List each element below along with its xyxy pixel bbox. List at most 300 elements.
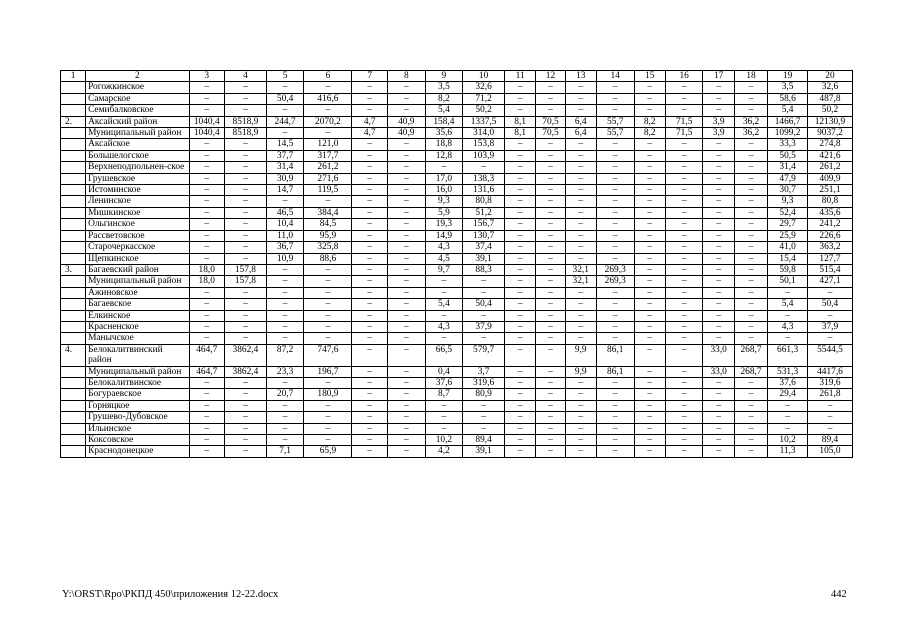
value-cell: – <box>352 377 388 388</box>
municipality-name: Ажиновское <box>86 287 189 298</box>
row-number <box>61 446 86 457</box>
value-cell: 80,8 <box>807 196 852 207</box>
value-cell: 747,6 <box>304 344 352 366</box>
value-cell: – <box>596 185 634 196</box>
value-cell: – <box>504 321 535 332</box>
value-cell: – <box>565 299 596 310</box>
value-cell: – <box>189 299 225 310</box>
value-cell: 5,4 <box>768 299 808 310</box>
value-cell: – <box>536 173 565 184</box>
row-number <box>61 276 86 287</box>
value-cell: 2070,2 <box>304 116 352 127</box>
value-cell: – <box>504 105 535 116</box>
value-cell: – <box>565 435 596 446</box>
municipality-name: Краснодонецкое <box>86 446 189 457</box>
value-cell: 427,1 <box>807 276 852 287</box>
value-cell: – <box>387 276 425 287</box>
value-cell: – <box>634 321 665 332</box>
table-row <box>61 105 853 116</box>
value-cell: – <box>225 400 267 411</box>
value-cell: – <box>634 333 665 344</box>
value-cell: – <box>504 299 535 310</box>
value-cell: – <box>304 377 352 388</box>
value-cell: – <box>352 93 388 104</box>
value-cell: – <box>504 366 535 377</box>
table-header-row <box>61 71 853 82</box>
value-cell: 15,4 <box>768 253 808 264</box>
value-cell: – <box>665 173 703 184</box>
value-cell: 3862,4 <box>225 344 267 366</box>
value-cell: – <box>189 423 225 434</box>
value-cell: – <box>634 276 665 287</box>
value-cell: – <box>504 412 535 423</box>
value-cell: – <box>504 389 535 400</box>
value-cell: – <box>565 333 596 344</box>
footer-file-path: Y:\ORST\Rpo\РКПД 450\приложения 12-22.docx <box>62 589 279 600</box>
value-cell: – <box>807 412 852 423</box>
table-row <box>61 377 853 388</box>
value-cell: – <box>352 207 388 218</box>
value-cell: – <box>703 185 734 196</box>
value-cell: – <box>425 287 463 298</box>
column-number-header: 19 <box>768 71 808 82</box>
value-cell: 4,3 <box>768 321 808 332</box>
value-cell: 319,6 <box>463 377 505 388</box>
value-cell: 409,9 <box>807 173 852 184</box>
value-cell: – <box>504 310 535 321</box>
value-cell: – <box>266 299 304 310</box>
value-cell: – <box>665 344 703 366</box>
column-number-header: 13 <box>565 71 596 82</box>
row-number <box>61 366 86 377</box>
value-cell: – <box>536 333 565 344</box>
value-cell: 30,7 <box>768 185 808 196</box>
value-cell: – <box>504 185 535 196</box>
value-cell: – <box>463 423 505 434</box>
value-cell: – <box>304 82 352 93</box>
value-cell: 10,2 <box>425 435 463 446</box>
value-cell: 9,9 <box>565 366 596 377</box>
value-cell: – <box>425 310 463 321</box>
value-cell: – <box>634 344 665 366</box>
municipality-name: Грушево-Дубовское <box>86 412 189 423</box>
value-cell: 37,9 <box>807 321 852 332</box>
value-cell: – <box>807 400 852 411</box>
value-cell: 416,6 <box>304 93 352 104</box>
value-cell: 58,6 <box>768 93 808 104</box>
value-cell: – <box>387 400 425 411</box>
value-cell: 268,7 <box>734 344 767 366</box>
value-cell: – <box>266 82 304 93</box>
value-cell: 9,3 <box>425 196 463 207</box>
table-row <box>61 173 853 184</box>
municipality-name: Истоминское <box>86 185 189 196</box>
value-cell: – <box>225 333 267 344</box>
value-cell: – <box>703 287 734 298</box>
value-cell: 32,6 <box>463 82 505 93</box>
value-cell: – <box>596 446 634 457</box>
value-cell: 127,7 <box>807 253 852 264</box>
value-cell: – <box>703 264 734 275</box>
value-cell: 157,8 <box>225 264 267 275</box>
value-cell: – <box>565 230 596 241</box>
value-cell: 1337,5 <box>463 116 505 127</box>
value-cell: – <box>665 287 703 298</box>
value-cell: – <box>536 299 565 310</box>
value-cell: – <box>504 207 535 218</box>
value-cell: – <box>734 423 767 434</box>
municipality-name: Белокалитвинский район <box>86 344 189 366</box>
value-cell: – <box>387 446 425 457</box>
value-cell: 33,3 <box>768 139 808 150</box>
value-cell: – <box>807 333 852 344</box>
value-cell: – <box>703 446 734 457</box>
value-cell: – <box>304 333 352 344</box>
value-cell: – <box>387 299 425 310</box>
value-cell: – <box>596 105 634 116</box>
value-cell: – <box>596 253 634 264</box>
value-cell: – <box>634 82 665 93</box>
value-cell: – <box>504 139 535 150</box>
value-cell: – <box>703 276 734 287</box>
value-cell: 14,5 <box>266 139 304 150</box>
row-number <box>61 435 86 446</box>
value-cell: – <box>703 310 734 321</box>
value-cell: – <box>734 377 767 388</box>
value-cell: – <box>352 321 388 332</box>
column-number-header: 3 <box>189 71 225 82</box>
value-cell: – <box>387 242 425 253</box>
value-cell: – <box>225 105 267 116</box>
value-cell: – <box>189 389 225 400</box>
table-row <box>61 310 853 321</box>
value-cell: – <box>665 150 703 161</box>
value-cell: – <box>189 435 225 446</box>
municipality-name: Мишкинское <box>86 207 189 218</box>
value-cell: 29,4 <box>768 389 808 400</box>
row-number <box>61 423 86 434</box>
value-cell: – <box>665 389 703 400</box>
value-cell: 8,2 <box>634 116 665 127</box>
value-cell: 71,5 <box>665 116 703 127</box>
value-cell: 138,3 <box>463 173 505 184</box>
value-cell: – <box>634 446 665 457</box>
value-cell: 88,6 <box>304 253 352 264</box>
row-number <box>61 287 86 298</box>
value-cell: – <box>352 219 388 230</box>
value-cell: – <box>189 139 225 150</box>
value-cell: – <box>734 105 767 116</box>
value-cell: – <box>266 196 304 207</box>
value-cell: 55,7 <box>596 116 634 127</box>
value-cell: – <box>463 400 505 411</box>
value-cell: – <box>225 242 267 253</box>
value-cell: – <box>634 366 665 377</box>
value-cell: – <box>634 287 665 298</box>
value-cell: – <box>504 82 535 93</box>
table-row <box>61 366 853 377</box>
municipality-name: Верхнеподпольнен-ское <box>86 162 189 173</box>
value-cell: – <box>768 287 808 298</box>
value-cell: – <box>225 299 267 310</box>
value-cell: – <box>225 196 267 207</box>
municipality-name: Семибалковское <box>86 105 189 116</box>
value-cell: – <box>387 185 425 196</box>
value-cell: – <box>266 276 304 287</box>
municipality-name: Ильинское <box>86 423 189 434</box>
value-cell: – <box>536 93 565 104</box>
value-cell: – <box>565 139 596 150</box>
value-cell: 36,7 <box>266 242 304 253</box>
row-number <box>61 321 86 332</box>
value-cell: – <box>536 185 565 196</box>
value-cell: 3,9 <box>703 116 734 127</box>
value-cell: 33,0 <box>703 344 734 366</box>
value-cell: 47,9 <box>768 173 808 184</box>
value-cell: – <box>266 105 304 116</box>
value-cell: 14,9 <box>425 230 463 241</box>
value-cell: – <box>189 310 225 321</box>
value-cell: – <box>387 389 425 400</box>
value-cell: – <box>225 185 267 196</box>
value-cell: – <box>665 139 703 150</box>
row-number: 3. <box>61 264 86 275</box>
value-cell: – <box>463 287 505 298</box>
value-cell: – <box>266 264 304 275</box>
value-cell: – <box>768 310 808 321</box>
value-cell: – <box>703 93 734 104</box>
value-cell: 131,6 <box>463 185 505 196</box>
row-number <box>61 105 86 116</box>
value-cell: – <box>596 173 634 184</box>
value-cell: – <box>189 93 225 104</box>
value-cell: – <box>634 310 665 321</box>
value-cell: – <box>634 173 665 184</box>
table-row <box>61 219 853 230</box>
value-cell: 50,4 <box>807 299 852 310</box>
value-cell: – <box>634 150 665 161</box>
value-cell: 226,6 <box>807 230 852 241</box>
value-cell: – <box>387 287 425 298</box>
value-cell: – <box>703 423 734 434</box>
value-cell: – <box>734 93 767 104</box>
value-cell: – <box>387 366 425 377</box>
value-cell: – <box>703 82 734 93</box>
value-cell: – <box>596 287 634 298</box>
value-cell: – <box>596 333 634 344</box>
value-cell: – <box>425 276 463 287</box>
value-cell: – <box>565 423 596 434</box>
value-cell: 157,8 <box>225 276 267 287</box>
value-cell: – <box>352 389 388 400</box>
row-number <box>61 207 86 218</box>
value-cell: 32,1 <box>565 264 596 275</box>
value-cell: 4,5 <box>425 253 463 264</box>
value-cell: 4417,6 <box>807 366 852 377</box>
table-row <box>61 196 853 207</box>
value-cell: – <box>463 276 505 287</box>
municipality-name: Самарское <box>86 93 189 104</box>
municipality-name: Ленинское <box>86 196 189 207</box>
value-cell: – <box>734 230 767 241</box>
column-number-header: 15 <box>634 71 665 82</box>
value-cell: 37,4 <box>463 242 505 253</box>
value-cell: 95,9 <box>304 230 352 241</box>
value-cell: – <box>665 321 703 332</box>
value-cell: – <box>565 196 596 207</box>
value-cell: – <box>266 310 304 321</box>
value-cell: – <box>536 423 565 434</box>
value-cell: 51,2 <box>463 207 505 218</box>
table-row <box>61 321 853 332</box>
municipality-name: Большелогское <box>86 150 189 161</box>
value-cell: – <box>665 435 703 446</box>
value-cell: 9,3 <box>768 196 808 207</box>
row-number: 2. <box>61 116 86 127</box>
value-cell: – <box>536 253 565 264</box>
value-cell: 8,7 <box>425 389 463 400</box>
value-cell: 50,1 <box>768 276 808 287</box>
value-cell: 8,2 <box>634 128 665 139</box>
municipality-name: Рогожкинское <box>86 82 189 93</box>
value-cell: 119,5 <box>304 185 352 196</box>
value-cell: – <box>225 446 267 457</box>
value-cell: 55,7 <box>596 128 634 139</box>
column-number-header: 10 <box>463 71 505 82</box>
value-cell: 8518,9 <box>225 128 267 139</box>
value-cell: – <box>189 446 225 457</box>
value-cell: – <box>634 162 665 173</box>
value-cell: 80,8 <box>463 196 505 207</box>
value-cell: 4,3 <box>425 321 463 332</box>
value-cell: – <box>536 219 565 230</box>
value-cell: – <box>504 173 535 184</box>
value-cell: – <box>352 264 388 275</box>
value-cell: – <box>352 400 388 411</box>
value-cell: – <box>189 333 225 344</box>
column-number-header: 17 <box>703 71 734 82</box>
value-cell: 241,2 <box>807 219 852 230</box>
value-cell: – <box>304 435 352 446</box>
value-cell: – <box>536 435 565 446</box>
value-cell: – <box>596 299 634 310</box>
value-cell: 33,0 <box>703 366 734 377</box>
value-cell: 261,2 <box>807 162 852 173</box>
value-cell: – <box>189 412 225 423</box>
value-cell: – <box>734 150 767 161</box>
value-cell: – <box>665 219 703 230</box>
value-cell: – <box>504 150 535 161</box>
value-cell: 3,9 <box>703 128 734 139</box>
value-cell: – <box>596 150 634 161</box>
table-row <box>61 400 853 411</box>
value-cell: – <box>634 185 665 196</box>
municipality-name: Елкинское <box>86 310 189 321</box>
value-cell: 70,5 <box>536 128 565 139</box>
value-cell: 8518,9 <box>225 116 267 127</box>
table-row <box>61 207 853 218</box>
value-cell: – <box>596 412 634 423</box>
value-cell: 86,1 <box>596 344 634 366</box>
value-cell: 314,0 <box>463 128 505 139</box>
value-cell: – <box>565 82 596 93</box>
value-cell: 30,9 <box>266 173 304 184</box>
table-row <box>61 93 853 104</box>
value-cell: 269,3 <box>596 264 634 275</box>
table-row <box>61 412 853 423</box>
table-row <box>61 230 853 241</box>
value-cell: 325,8 <box>304 242 352 253</box>
value-cell: – <box>425 412 463 423</box>
value-cell: 4,2 <box>425 446 463 457</box>
value-cell: – <box>734 435 767 446</box>
value-cell: 18,8 <box>425 139 463 150</box>
value-cell: – <box>596 400 634 411</box>
value-cell: – <box>565 287 596 298</box>
value-cell: – <box>504 93 535 104</box>
value-cell: – <box>352 173 388 184</box>
value-cell: 9,9 <box>565 344 596 366</box>
value-cell: – <box>703 173 734 184</box>
municipality-name: Щепкинское <box>86 253 189 264</box>
value-cell: 29,7 <box>768 219 808 230</box>
value-cell: – <box>536 276 565 287</box>
value-cell: – <box>665 207 703 218</box>
value-cell: – <box>352 162 388 173</box>
value-cell: 130,7 <box>463 230 505 241</box>
value-cell: 40,9 <box>387 116 425 127</box>
value-cell: – <box>665 366 703 377</box>
value-cell: 17,0 <box>425 173 463 184</box>
value-cell: – <box>807 287 852 298</box>
value-cell: – <box>565 185 596 196</box>
value-cell: – <box>596 310 634 321</box>
value-cell: – <box>189 230 225 241</box>
value-cell: 88,3 <box>463 264 505 275</box>
table-row <box>61 344 853 366</box>
value-cell: – <box>225 310 267 321</box>
value-cell: – <box>734 253 767 264</box>
value-cell: – <box>665 276 703 287</box>
value-cell: – <box>634 435 665 446</box>
row-number <box>61 128 86 139</box>
value-cell: – <box>352 276 388 287</box>
value-cell: – <box>225 377 267 388</box>
value-cell: – <box>387 310 425 321</box>
value-cell: – <box>665 423 703 434</box>
value-cell: – <box>768 400 808 411</box>
value-cell: – <box>565 219 596 230</box>
municipality-name: Муниципальный район <box>86 128 189 139</box>
value-cell: 80,9 <box>463 389 505 400</box>
municipality-name: Муниципальный район <box>86 276 189 287</box>
value-cell: – <box>266 128 304 139</box>
value-cell: 50,2 <box>807 105 852 116</box>
value-cell: – <box>596 321 634 332</box>
table-row <box>61 116 853 127</box>
value-cell: – <box>565 93 596 104</box>
table-row <box>61 435 853 446</box>
row-number <box>61 230 86 241</box>
value-cell: – <box>387 173 425 184</box>
value-cell: – <box>352 196 388 207</box>
value-cell: 531,3 <box>768 366 808 377</box>
value-cell: – <box>665 377 703 388</box>
value-cell: – <box>504 287 535 298</box>
column-number-header: 8 <box>387 71 425 82</box>
value-cell: – <box>634 389 665 400</box>
value-cell: – <box>536 196 565 207</box>
